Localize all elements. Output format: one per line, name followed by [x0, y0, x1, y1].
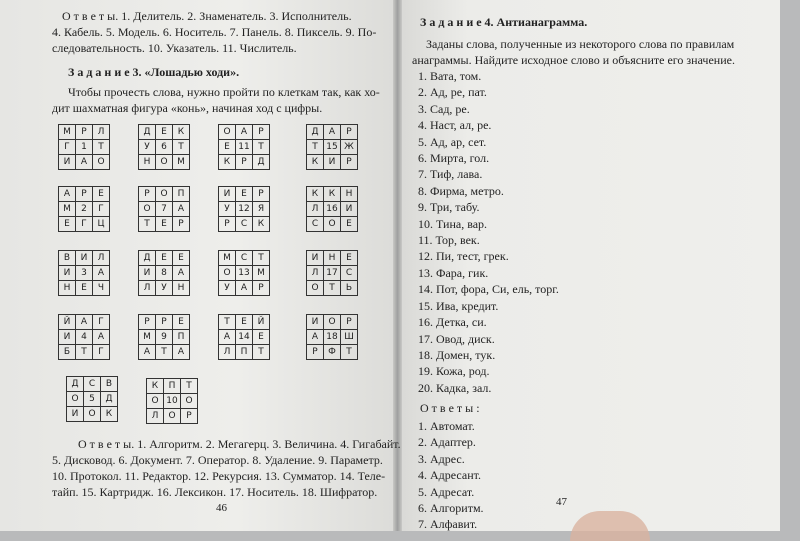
grid-cell: О — [139, 202, 156, 217]
grid-cell: Г — [76, 217, 93, 232]
letter-grid — [218, 186, 270, 232]
grid-cell: Л — [307, 202, 324, 217]
answers-list — [418, 418, 484, 533]
grid-cell: Т — [173, 140, 190, 155]
list-item: 17. Овод, диск. — [418, 331, 495, 346]
grid-cell: 18 — [324, 330, 341, 345]
letter-grid — [306, 314, 358, 360]
grid-cell: И — [219, 187, 236, 202]
grid-cell: О — [84, 407, 101, 422]
list-item: 6. Алгоритм. — [418, 501, 484, 516]
grid-cell: Р — [253, 125, 270, 140]
grid-cell: Т — [341, 345, 358, 360]
list-item: 13. Фара, гик. — [418, 265, 489, 280]
grid-cell: О — [324, 315, 341, 330]
grid-cell: А — [219, 330, 236, 345]
grid-cell: М — [139, 330, 156, 345]
list-item: 15. Ива, кредит. — [418, 298, 499, 313]
list-item: 6. Мирта, гол. — [418, 151, 490, 166]
grid-cell: О — [147, 394, 164, 409]
grid-cell: Р — [253, 187, 270, 202]
letter-grid — [138, 186, 190, 232]
answers-bottom-line-2: 5. Дисковод. 6. Документ. 7. Оператор. 8. Удаление. 9. Параметр. — [52, 453, 383, 467]
grid-cell: М — [253, 266, 270, 281]
answers-title: О т в е т ы : — [420, 401, 480, 415]
list-item: 3. Адрес. — [418, 451, 465, 466]
grid-cell: Н — [173, 281, 190, 296]
grid-cell: 15 — [324, 140, 341, 155]
list-item: 20. Кадка, зал. — [418, 380, 492, 395]
list-item: 18. Домен, тук. — [418, 347, 496, 362]
letter-grid — [306, 124, 358, 170]
grid-cell: У — [219, 202, 236, 217]
grid-cell: Й — [253, 315, 270, 330]
grid-cell: И — [59, 155, 76, 170]
grid-cell: Е — [93, 187, 110, 202]
list-item: 14. Пот, фора, Си, ель, торг. — [418, 282, 559, 297]
letter-grid — [138, 124, 190, 170]
grid-cell: 9 — [156, 330, 173, 345]
answers-top-line-2: 4. Кабель. 5. Модель. 6. Носитель. 7. Панель. 8. Пиксель. 9. По- — [52, 25, 377, 39]
grid-cell: Е — [156, 125, 173, 140]
grid-cell: 13 — [236, 266, 253, 281]
grid-cell: О — [307, 281, 324, 296]
grid-cell: И — [324, 155, 341, 170]
list-item: 7. Алфавит. — [418, 517, 478, 532]
grid-cell: К — [307, 187, 324, 202]
grid-cell: Е — [219, 140, 236, 155]
grid-cell: Р — [219, 217, 236, 232]
grid-cell: О — [324, 217, 341, 232]
grid-cell: С — [236, 251, 253, 266]
letter-grid — [58, 186, 110, 232]
page-number-left: 46 — [216, 502, 227, 514]
grid-cell: Т — [253, 345, 270, 360]
answers-bottom-line-1: О т в е т ы. 1. Алгоритм. 2. Мегагерц. 3. Величина. 4. Гигабайт. — [78, 437, 401, 451]
grid-cell: Е — [236, 315, 253, 330]
grid-cell: Е — [173, 315, 190, 330]
grid-cell: А — [324, 125, 341, 140]
grid-cell: 3 — [76, 266, 93, 281]
grid-cell: А — [59, 187, 76, 202]
grid-cell: Д — [307, 125, 324, 140]
grid-cell: И — [139, 266, 156, 281]
grid-cell: И — [307, 251, 324, 266]
list-item: 4. Наст, ал, ре. — [418, 118, 492, 133]
list-item: 8. Фирма, метро. — [418, 183, 504, 198]
grid-cell: Р — [181, 409, 198, 424]
answers-top-line-1: О т в е т ы. 1. Делитель. 2. Знаменатель. 3. Исполнитель. — [62, 9, 352, 23]
grid-cell: Т — [324, 281, 341, 296]
grid-cell: У — [139, 140, 156, 155]
grid-cell: Н — [341, 187, 358, 202]
grid-cell: О — [181, 394, 198, 409]
grid-cell: С — [341, 266, 358, 281]
letter-grid — [306, 250, 358, 296]
letter-grid — [58, 124, 110, 170]
letter-grid — [138, 314, 190, 360]
answers-top-line-3: следовательность. 10. Указатель. 11. Числитель. — [52, 41, 297, 55]
grid-cell: Г — [93, 315, 110, 330]
grid-cell: А — [139, 345, 156, 360]
grid-cell: Р — [253, 281, 270, 296]
grid-cell: Т — [76, 345, 93, 360]
grid-cell: О — [219, 125, 236, 140]
grid-cell: Ь — [341, 281, 358, 296]
letter-grid — [58, 250, 110, 296]
grid-cell: Е — [173, 251, 190, 266]
grid-cell: К — [253, 217, 270, 232]
grid-cell: К — [147, 379, 164, 394]
grid-cell: 8 — [156, 266, 173, 281]
grid-cell: К — [307, 155, 324, 170]
grid-cell: Т — [253, 251, 270, 266]
grid-cell: В — [59, 251, 76, 266]
grid-cell: М — [59, 125, 76, 140]
grid-cell: Д — [139, 125, 156, 140]
grid-cell: 6 — [156, 140, 173, 155]
grid-cell: Л — [307, 266, 324, 281]
grid-cell: И — [76, 251, 93, 266]
grid-cell: К — [101, 407, 118, 422]
list-item: 4. Адресант. — [418, 468, 481, 483]
grid-cell: Ш — [341, 330, 358, 345]
grid-cell: 11 — [236, 140, 253, 155]
grid-cell: Т — [93, 140, 110, 155]
grid-cell: 7 — [156, 202, 173, 217]
grid-cell: С — [307, 217, 324, 232]
grid-cell: Д — [67, 377, 84, 392]
answers-bottom-line-3: 10. Протокол. 11. Редактор. 12. Рекурсия. 13. Сумматор. 14. Теле- — [52, 469, 386, 483]
grid-cell: Н — [324, 251, 341, 266]
grid-cell: Ч — [93, 281, 110, 296]
letter-grid — [306, 186, 358, 232]
list-item: 1. Вата, том. — [418, 69, 482, 83]
grid-cell: Т — [219, 315, 236, 330]
grid-cell: Г — [59, 140, 76, 155]
grid-cell: Ф — [324, 345, 341, 360]
grid-cell: О — [156, 187, 173, 202]
letter-grid — [218, 314, 270, 360]
grid-cell: У — [156, 281, 173, 296]
grid-cell: А — [307, 330, 324, 345]
list-item: 2. Ад, ре, пат. — [418, 85, 487, 100]
grid-cell: Г — [93, 345, 110, 360]
grid-cell: В — [101, 377, 118, 392]
grid-cell: И — [307, 315, 324, 330]
grid-cell: А — [76, 155, 93, 170]
letter-grid — [146, 378, 198, 424]
grid-cell: Р — [139, 187, 156, 202]
grid-cell: Л — [219, 345, 236, 360]
grid-cell: П — [236, 345, 253, 360]
grid-cell: Н — [139, 155, 156, 170]
grid-cell: О — [93, 155, 110, 170]
grid-cell: Л — [93, 251, 110, 266]
grid-cell: Л — [147, 409, 164, 424]
grid-cell: 1 — [76, 140, 93, 155]
grid-cell: Е — [156, 251, 173, 266]
letter-grid — [66, 376, 118, 422]
grid-cell: Е — [156, 217, 173, 232]
grid-cell: 5 — [84, 392, 101, 407]
anagram-list — [418, 68, 559, 396]
grid-cell: С — [84, 377, 101, 392]
grid-cell: Т — [156, 345, 173, 360]
grid-cell: 10 — [164, 394, 181, 409]
list-item: 10. Тина, вар. — [418, 216, 488, 231]
grid-cell: О — [67, 392, 84, 407]
grid-cell: Л — [139, 281, 156, 296]
grid-cell: А — [173, 345, 190, 360]
grid-cell: Р — [236, 155, 253, 170]
list-item: 2. Адаптер. — [418, 435, 476, 450]
grid-cell: Р — [139, 315, 156, 330]
grid-cell: А — [173, 202, 190, 217]
grid-cell: Р — [76, 125, 93, 140]
grid-cell: Р — [76, 187, 93, 202]
list-item: 11. Тор, век. — [418, 233, 480, 248]
list-item: 9. Три, табу. — [418, 200, 480, 215]
grid-cell: М — [173, 155, 190, 170]
grid-cell: 16 — [324, 202, 341, 217]
list-item: 12. Пи, тест, грек. — [418, 249, 509, 264]
grid-cell: О — [156, 155, 173, 170]
grid-cell: Ц — [93, 217, 110, 232]
grid-cell: К — [173, 125, 190, 140]
letter-grid — [218, 250, 270, 296]
grid-cell: 17 — [324, 266, 341, 281]
grid-cell: 12 — [236, 202, 253, 217]
letter-grid — [58, 314, 110, 360]
grid-cell: П — [173, 330, 190, 345]
grid-cell: А — [236, 281, 253, 296]
list-item: 5. Ад, ар, сет. — [418, 134, 487, 149]
list-item: 16. Детка, си. — [418, 315, 487, 330]
grid-cell: И — [67, 407, 84, 422]
grid-cell: И — [341, 202, 358, 217]
grid-cell: Е — [253, 330, 270, 345]
grid-cell: Р — [341, 125, 358, 140]
grid-cell: 14 — [236, 330, 253, 345]
grid-cell: Т — [307, 140, 324, 155]
grid-cell: Р — [173, 217, 190, 232]
grid-cell: П — [164, 379, 181, 394]
grid-cell: Е — [59, 217, 76, 232]
letter-grid — [218, 124, 270, 170]
list-item: 3. Сад, ре. — [418, 101, 470, 116]
grid-cell: М — [219, 251, 236, 266]
grid-cell: Я — [253, 202, 270, 217]
grid-cell: К — [324, 187, 341, 202]
grid-cell: Д — [253, 155, 270, 170]
grid-cell: 2 — [76, 202, 93, 217]
grid-cell: Е — [341, 217, 358, 232]
grid-cell: Б — [59, 345, 76, 360]
task4-title: З а д а н и е 4. Антианаграмма. — [420, 15, 588, 29]
grid-cell: Т — [253, 140, 270, 155]
grid-cell: Л — [93, 125, 110, 140]
grid-cell: Д — [101, 392, 118, 407]
grid-cell: А — [173, 266, 190, 281]
grid-cell: О — [164, 409, 181, 424]
grid-cell: П — [173, 187, 190, 202]
grid-cell: Е — [236, 187, 253, 202]
grid-cell: О — [219, 266, 236, 281]
grid-cell: Е — [76, 281, 93, 296]
grid-cell: И — [59, 330, 76, 345]
task3-desc-line-2: дит шахматная фигура «конь», начиная ход с цифры. — [52, 101, 323, 115]
list-item: 1. Автомат. — [418, 419, 475, 433]
grid-cell: Р — [156, 315, 173, 330]
grid-cell: М — [59, 202, 76, 217]
grid-cell: Р — [341, 315, 358, 330]
grid-cell: Г — [93, 202, 110, 217]
grid-cell: Ж — [341, 140, 358, 155]
list-item: 7. Тиф, лава. — [418, 167, 483, 182]
page-number-right: 47 — [556, 496, 567, 508]
grid-cell: 4 — [76, 330, 93, 345]
grid-cell: Й — [59, 315, 76, 330]
grid-cell: А — [93, 266, 110, 281]
answers-bottom-line-4: тайп. 15. Картридж. 16. Лексикон. 17. Носитель. 18. Шифратор. — [52, 485, 378, 499]
list-item: 19. Кожа, род. — [418, 364, 490, 379]
grid-cell: А — [76, 315, 93, 330]
list-item: 5. Адресат. — [418, 484, 475, 499]
grid-cell: У — [219, 281, 236, 296]
task4-desc-line-2: анаграммы. Найдите исходное слово и объясните его значение. — [412, 53, 735, 67]
grid-cell: Т — [181, 379, 198, 394]
grid-cell: С — [236, 217, 253, 232]
grid-cell: Е — [341, 251, 358, 266]
task3-desc-line-1: Чтобы прочесть слова, нужно пройти по клеткам так, как хо- — [68, 85, 380, 99]
grid-cell: К — [219, 155, 236, 170]
grid-cell: А — [236, 125, 253, 140]
grid-cell: Н — [59, 281, 76, 296]
letter-grid — [138, 250, 190, 296]
task4-desc-line-1: Заданы слова, полученные из некоторого слова по правилам — [426, 37, 735, 51]
grid-cell: Д — [139, 251, 156, 266]
grid-cell: Т — [139, 217, 156, 232]
grid-cell: И — [59, 266, 76, 281]
task3-title: З а д а н и е 3. «Лошадью ходи». — [68, 65, 240, 79]
grid-cell: Р — [307, 345, 324, 360]
grid-cell: Р — [341, 155, 358, 170]
grid-cell: А — [93, 330, 110, 345]
